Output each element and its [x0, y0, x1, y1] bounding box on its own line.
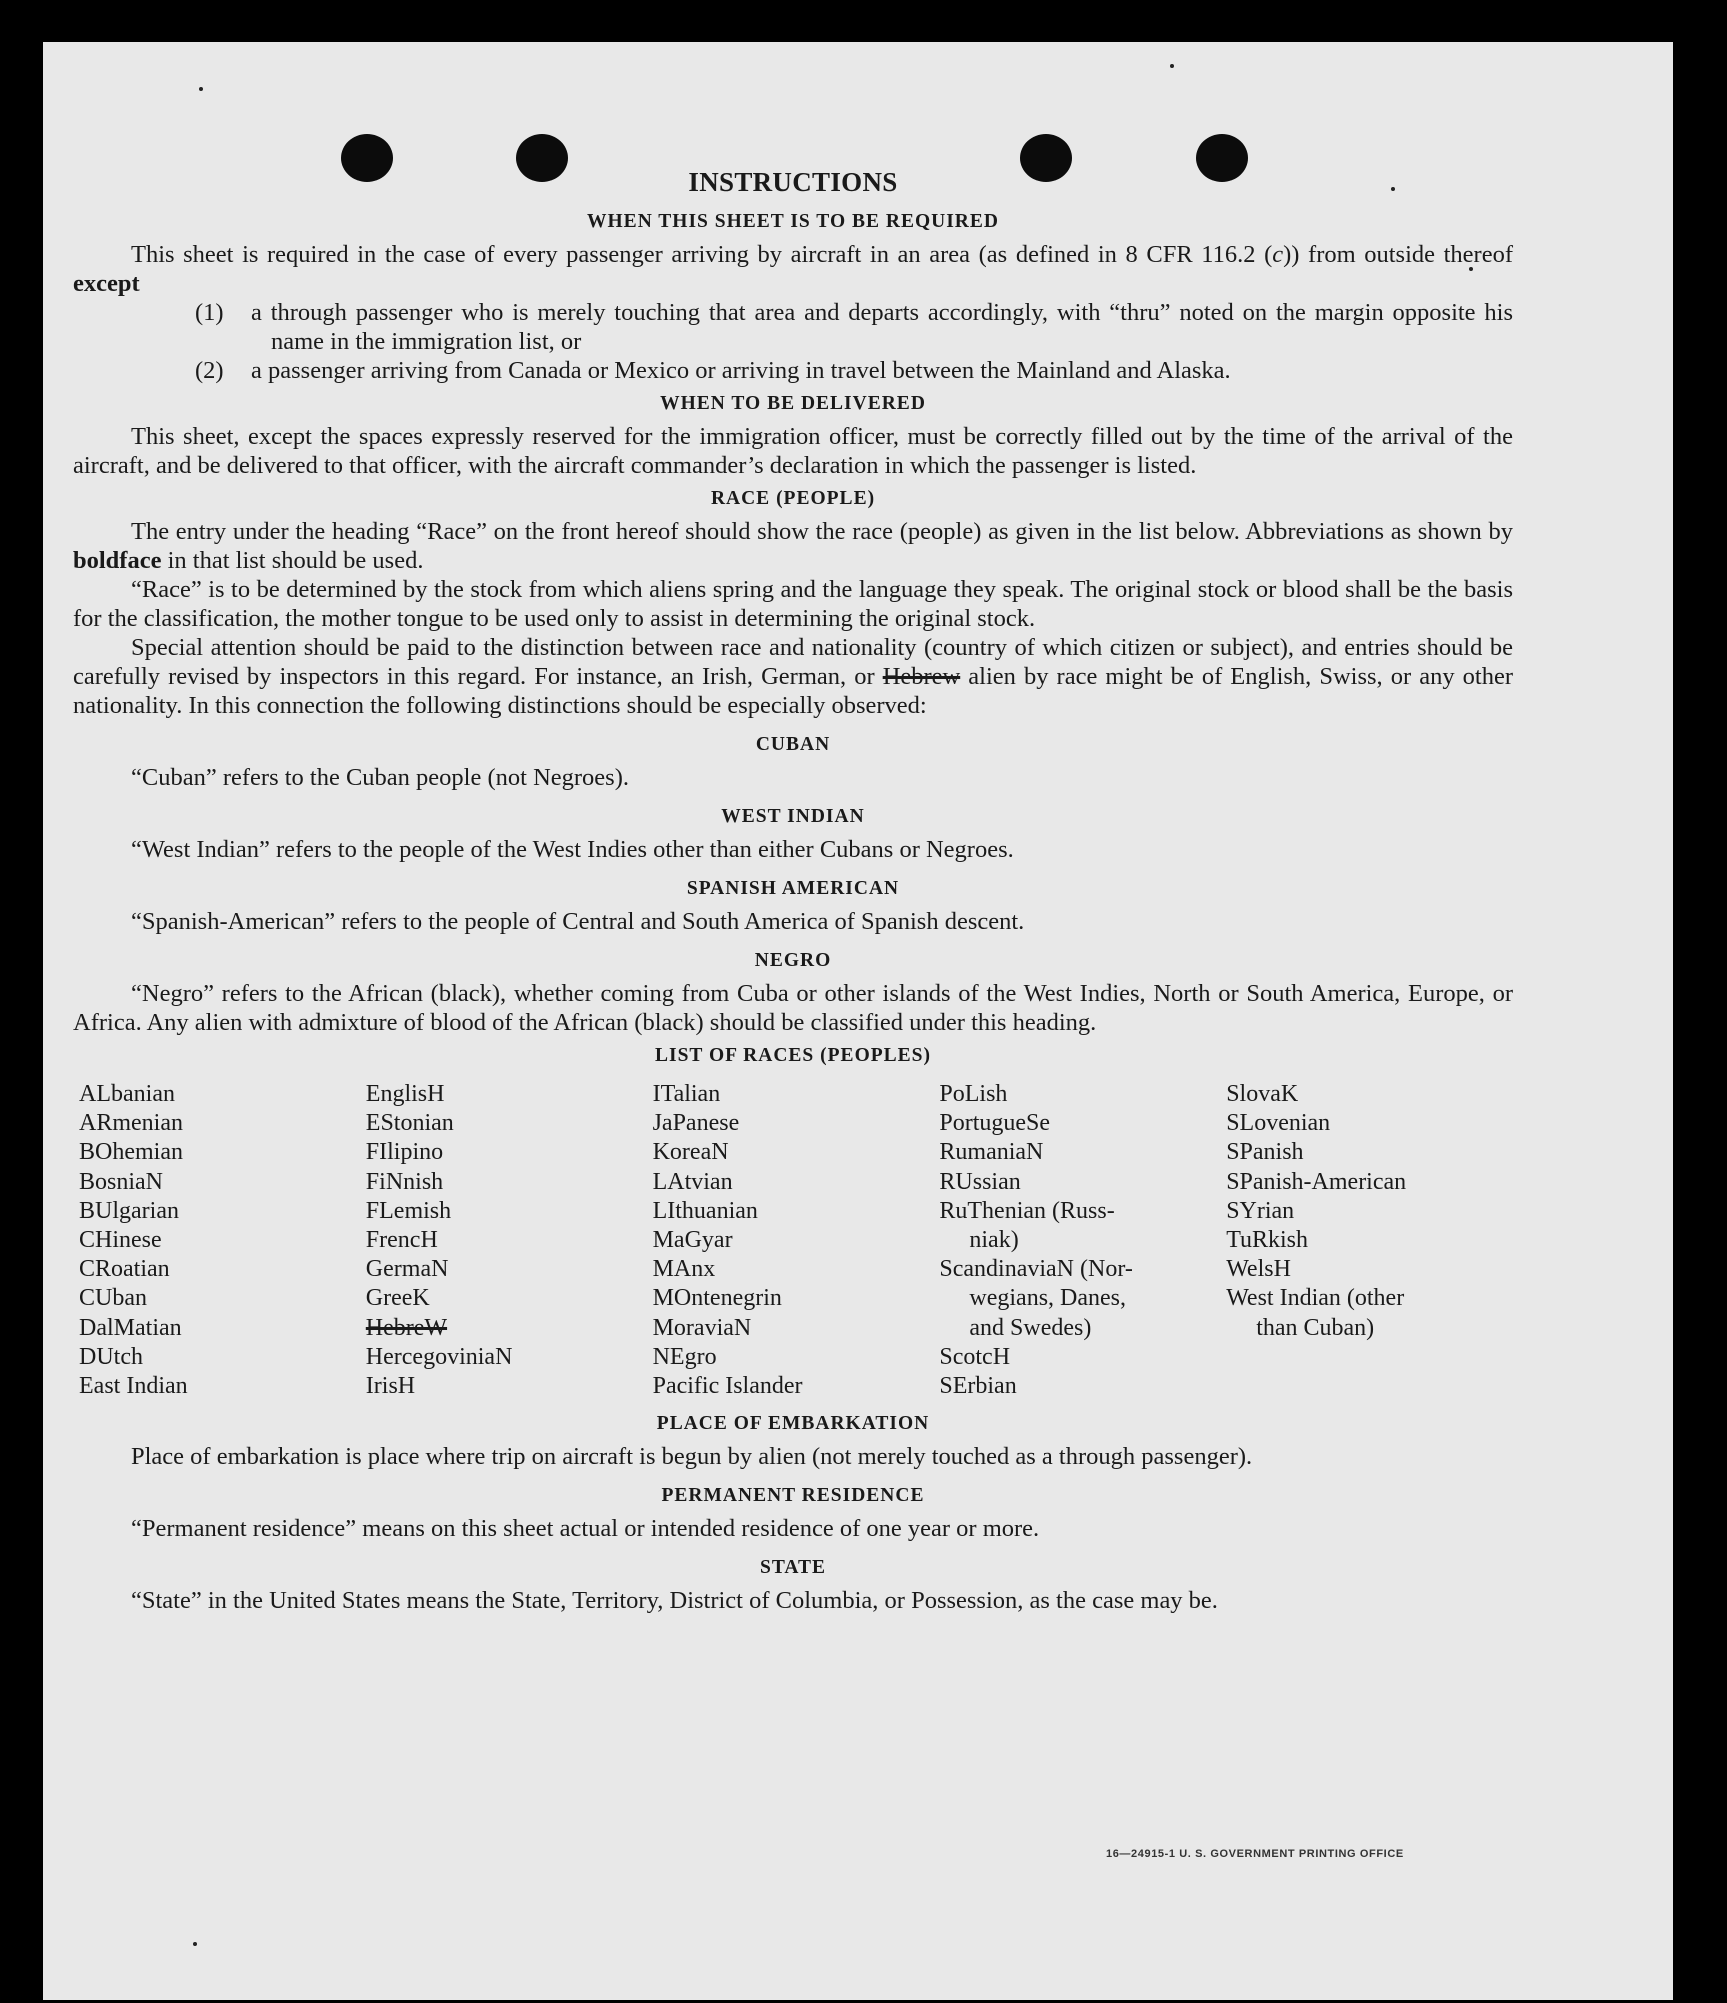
race-entry: FLemish [365, 1197, 452, 1224]
race-entry: SlovaK [1226, 1081, 1299, 1107]
race-entry: ScotcH [939, 1343, 1011, 1370]
document-page [43, 42, 1673, 2000]
race-entry: BUlgarian [79, 1197, 179, 1224]
paragraph: “Cuban” refers to the Cuban people (not Negroes). [131, 764, 629, 791]
race-entry: RUssian [939, 1168, 1021, 1195]
page-title: INSTRUCTIONS [688, 167, 898, 197]
race-entry: TuRkish [1226, 1227, 1309, 1254]
paper-speck [1170, 64, 1174, 68]
race-entry: LIthuanian [652, 1197, 758, 1224]
races-column [939, 1080, 1226, 1401]
paragraph: The entry under the heading “Race” on the front hereof should show the race (people) as given in the list below. Abbreviations as shown by boldface in that list should be used. [73, 518, 1513, 574]
race-entry: West Indian (other [1226, 1285, 1405, 1312]
race-entry: DUtch [79, 1343, 143, 1370]
section-heading: WEST INDIAN [721, 806, 865, 827]
race-entry: IrisH [365, 1373, 416, 1400]
race-entry: MaGyar [652, 1227, 733, 1254]
section-heading: SPANISH AMERICAN [686, 878, 900, 899]
race-entry-struck: HebreW [365, 1314, 448, 1341]
race-entry: SErbian [939, 1373, 1017, 1400]
section-heading: PERMANENT RESIDENCE [661, 1485, 925, 1507]
race-entry: SPanish-American [1226, 1168, 1407, 1195]
paragraph: This sheet is required in the case of every passenger arriving by aircraft in an area (as defined in 8 CFR 116.2 (c)) from outside thereof except [73, 241, 1513, 297]
race-entry: RumaniaN [939, 1139, 1044, 1166]
race-entry: than Cuban) [1256, 1314, 1375, 1341]
race-entry: PoLish [939, 1081, 1008, 1107]
race-entry: JaPanese [652, 1110, 740, 1137]
race-entry: BOhemian [79, 1139, 183, 1166]
paragraph: “Race” is to be determined by the stock from which aliens spring and the language they speak. The original stock or blood shall be the basis for the classification, the mother tongue to be used only to assist in determining the original stock. [73, 576, 1513, 632]
race-entry: CHinese [79, 1227, 162, 1254]
paragraph: “West Indian” refers to the people of the West Indies other than either Cubans or Negroes. [131, 836, 1014, 863]
paragraph: “Negro” refers to the African (black), whether coming from Cuba or other islands of the West Indies, North or South America, Europe, or Africa. Any alien with admixture of blood of the African (black) should be classified under this heading. [73, 980, 1513, 1036]
paragraph: Special attention should be paid to the distinction between race and nationality (country of which citizen or subject), and entries should be carefully revised by inspectors in this regard. For instance, an Irish, German, or Hebrew alien by race might be of English, Swiss, or any other nationality. In this connection the following distinctions should be especially observed: [73, 634, 1513, 719]
paper-speck [199, 87, 203, 91]
race-entry: EStonian [365, 1110, 454, 1137]
printer-imprint: 16—24915-1 U. S. GOVERNMENT PRINTING OFFICE [1106, 1848, 1404, 1860]
paragraph: “Permanent residence” means on this sheet actual or intended residence of one year or more. [131, 1515, 1040, 1543]
races-column [653, 1080, 940, 1401]
race-entry: wegians, Danes, [969, 1285, 1127, 1312]
paragraph: Place of embarkation is place where trip on aircraft is begun by alien (not merely touched as a through passenger). [131, 1443, 1253, 1471]
race-entry: ALbanian [79, 1081, 175, 1107]
race-entry: PortugueSe [939, 1110, 1051, 1137]
races-column [1226, 1080, 1513, 1401]
race-entry: KoreaN [652, 1139, 729, 1166]
races-column [366, 1080, 653, 1401]
races-column [79, 1080, 366, 1401]
race-entry: niak) [969, 1227, 1019, 1254]
race-entry: SLovenian [1226, 1110, 1331, 1137]
race-entry: ScandinaviaN (Nor- [939, 1256, 1133, 1283]
race-entry: NEgro [652, 1343, 717, 1370]
race-entry: East Indian [79, 1373, 188, 1400]
list-item: (1) a through passenger who is merely touching that area and departs accordingly, with “thru” noted on the margin opposite his name in the immigration list, or [195, 299, 1513, 355]
race-entry: SYrian [1226, 1197, 1295, 1224]
paragraph: “State” in the United States means the State, Territory, District of Columbia, or Possession, as the case may be. [131, 1587, 1218, 1615]
list-item: (2) a passenger arriving from Canada or Mexico or arriving in travel between the Mainland and Alaska. [195, 357, 1231, 384]
race-entry: DalMatian [79, 1314, 182, 1341]
race-entry: GermaN [365, 1256, 449, 1283]
race-entry: CRoatian [79, 1256, 170, 1283]
section-heading: CUBAN [755, 734, 831, 755]
instructions-body [73, 162, 1513, 1615]
section-heading: PLACE OF EMBARKATION [656, 1413, 930, 1435]
races-list [79, 1080, 1513, 1401]
race-entry: ITalian [652, 1081, 721, 1107]
race-entry: HercegoviniaN [365, 1343, 513, 1370]
race-entry: WelsH [1226, 1256, 1291, 1283]
section-heading: WHEN TO BE DELIVERED [660, 393, 926, 414]
race-entry: BosniaN [79, 1168, 163, 1195]
section-heading: WHEN THIS SHEET IS TO BE REQUIRED [587, 211, 999, 232]
race-entry: FIlipino [365, 1139, 444, 1166]
section-heading: RACE (PEOPLE) [710, 488, 876, 509]
struck-text: Hebrew [882, 663, 961, 690]
race-entry: FiNnish [365, 1168, 444, 1195]
paragraph: “Spanish-American” refers to the people of Central and South America of Spanish descent. [131, 908, 1025, 935]
race-entry: LAtvian [652, 1168, 733, 1195]
race-entry: EnglisH [365, 1081, 445, 1107]
race-entry: Pacific Islander [652, 1373, 803, 1400]
race-entry: MAnx [652, 1256, 716, 1283]
section-heading: STATE [759, 1557, 827, 1579]
race-entry: FrencH [365, 1227, 438, 1254]
section-heading: NEGRO [754, 950, 832, 971]
race-entry: and Swedes) [969, 1314, 1092, 1341]
race-entry: GreeK [365, 1285, 430, 1312]
paper-speck [193, 1942, 197, 1946]
race-entry: MoraviaN [652, 1314, 752, 1341]
race-entry: CUban [79, 1285, 147, 1312]
paragraph: This sheet, except the spaces expressly reserved for the immigration officer, must be correctly filled out by the time of the arrival of the aircraft, and be delivered to that officer, with the aircraft commander’s declaration in which the passenger is listed. [73, 423, 1513, 479]
race-entry: MOntenegrin [652, 1285, 782, 1312]
race-entry: RuThenian (Russ- [939, 1197, 1115, 1224]
race-entry: ARmenian [79, 1110, 183, 1137]
race-entry: SPanish [1226, 1139, 1304, 1166]
section-heading: LIST OF RACES (PEOPLES) [654, 1045, 931, 1066]
